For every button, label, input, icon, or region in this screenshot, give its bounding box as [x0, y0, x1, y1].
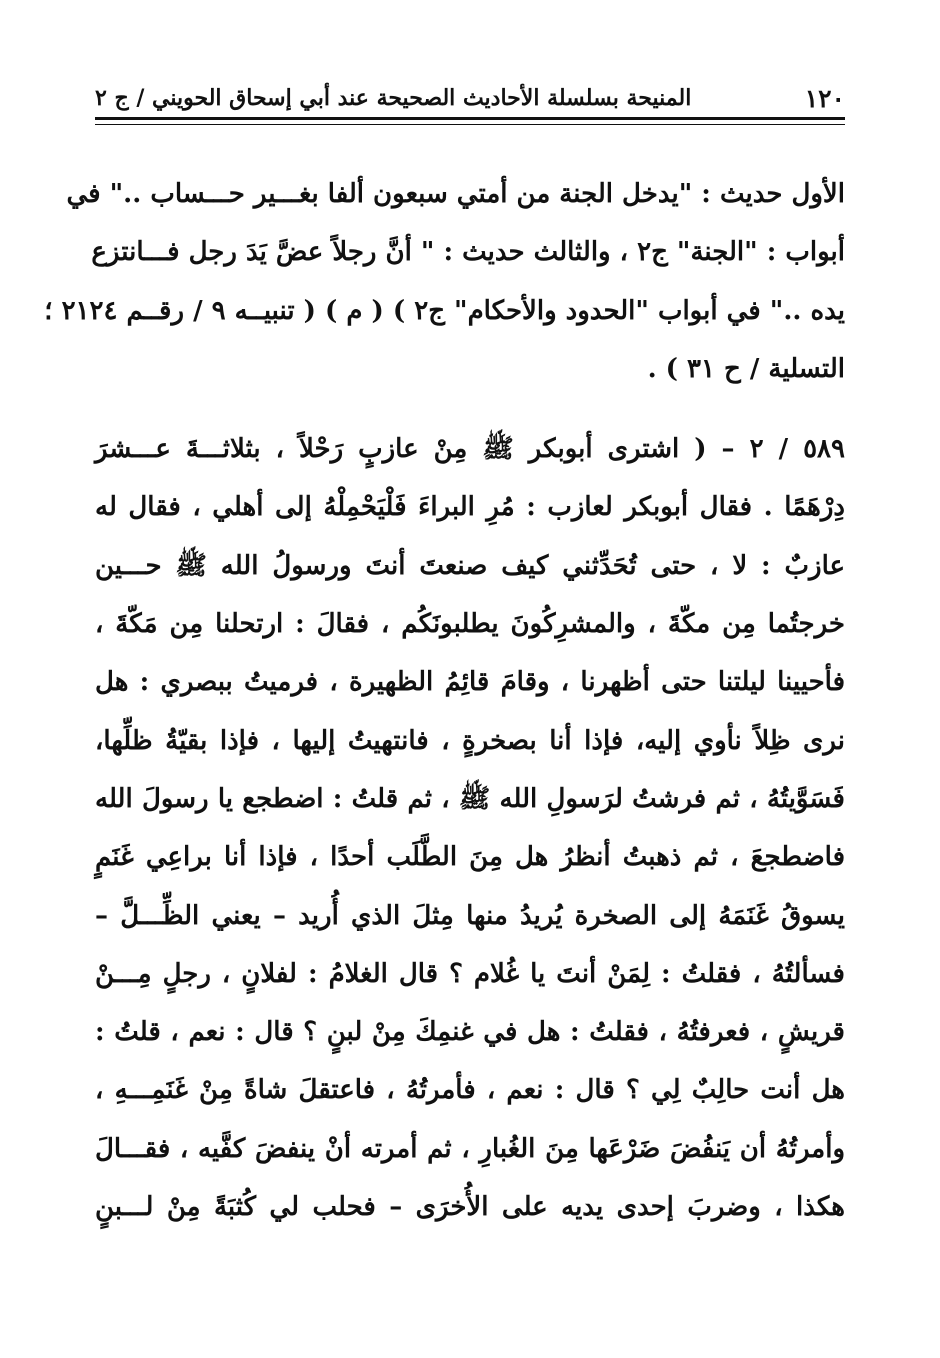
- text-line: هكذا ، وضربَ إحدى يديه على الأُخرَى – فحلب لي كُثبَةً مِنْ لـــبنٍ: [95, 1192, 845, 1223]
- text-line: يده .." في أبواب "الحدود والأحكام" ج٢ ) ( م ) ( تنبيــه ٩ / رقــم ٢١٢٤ ؛: [44, 295, 845, 326]
- text-line: وأمرتُهُ أن يَنفُضَ ضَرْعَها مِنَ الغُبارِ ، ثم أمرته أنْ ينفضَ كفَّيه ، فقـــالَ: [95, 1133, 845, 1164]
- text-line: يسوقُ غَنَمَهُ إلى الصخرة يُريدُ منها مِثلَ الذي أُريد – يعني الظِّـــلَّ –: [95, 900, 845, 931]
- text-line: فسألتُهُ ، فقلتُ : لِمَنْ أنتَ يا غُلام ؟ قال الغلامُ : لفلانٍ ، رجلٍ مِـــنْ: [95, 958, 845, 989]
- text-line: فَسَوَّيتُهُ ، ثم فرشتُ لرَسولِ الله ﷺ ، ثم قلتُ : اضطجع يا رسولَ الله: [95, 783, 845, 814]
- text-line: نرى ظِلاً نأوي إليه، فإذا أنا بصخرةٍ ، فانتهيتُ إليها ، فإذا بقيّةُ ظلِّها،: [95, 725, 845, 756]
- text-line: الأول حديث : "يدخل الجنة من أمتي سبعون ألفا بغـــير حـــساب .." في: [66, 179, 845, 209]
- text-line: قريشٍ ، فعرفتُهُ ، فقلتُ : هل في غنمِكَ مِنْ لبنٍ ؟ قال : نعم ، قلتُ :: [95, 1017, 845, 1048]
- text-line: دِرْهَمًا . فقال أبوبكر لعازب : مُرِ البراءَ فَلْيَحْمِلْهُ إلى أهلي ، فقال له: [95, 492, 845, 523]
- page-number: ١٢٠: [804, 83, 845, 113]
- text-line: ٥٨٩ / ٢ – ( اشترى أبوبكر ﷺ مِنْ عازبٍ رَحْلاً ، بثلاثـــةَ عـــشرَ: [95, 434, 845, 465]
- header-rule-thin: [95, 124, 845, 125]
- paragraph-footnote-continuation: [44, 165, 845, 398]
- page-body: [44, 165, 845, 1236]
- paragraph-gap: [95, 398, 845, 420]
- running-title: المنيحة بسلسلة الأحاديث الصحيحة عند أبي إسحاق الحويني / ج ٢: [95, 85, 692, 111]
- text-line: هل أنت حالِبٌ لِي ؟ قال : نعم ، فأمرتُهُ ، فاعتقلَ شاةً مِنْ غَنَمِـــهِ ،: [95, 1075, 845, 1106]
- text-line: أبواب : "الجنة" ج٢ ، والثالث حديث : " أنَّ رجلاً عضَّ يَدَ رجل فـــانتزع: [91, 237, 845, 268]
- text-line: خرجتُما مِن مكّةَ ، والمشرِكُونَ يطلبونَكُم ، فقالَ : ارتحلنا مِن مَكّةَ ،: [95, 609, 845, 640]
- page-header: [95, 80, 845, 116]
- text-line: فاضطجعَ ، ثم ذهبتُ أنظرُ هل مِنَ الطَّلَب أحدًا ، فإذا أنا براعِي غَنَمٍ: [95, 842, 845, 873]
- text-line: عازبٌ : لا ، حتى تُحَدِّثني كيف صنعتَ أنتَ ورسولُ الله ﷺ حـــين: [95, 550, 845, 581]
- header-rule-thick: [95, 117, 845, 120]
- text-line: التسلية / ح ٣١ ) .: [647, 353, 845, 384]
- text-line: فأحيينا ليلتنا حتى أظهرنا ، وقامَ قائِمُ الظهيرة ، فرميتُ ببصري : هل: [95, 667, 845, 698]
- paragraph-hadith-589: [95, 420, 845, 1236]
